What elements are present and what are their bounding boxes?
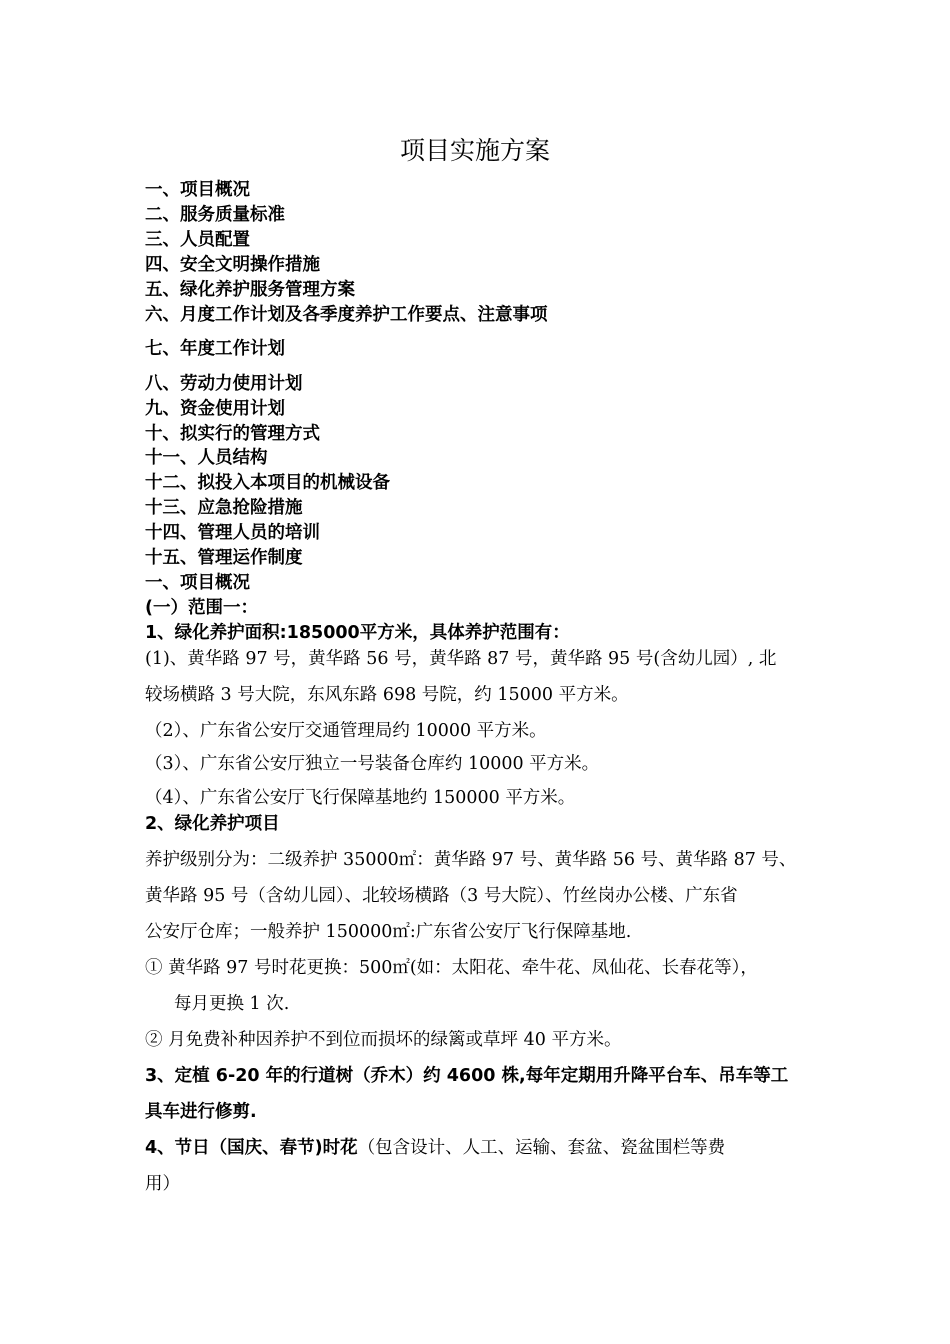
item-heading-rest: （包含设计、人工、运输、套盆、瓷盆围栏等费 xyxy=(357,1138,726,1158)
paragraph-line: 公安厅仓库；一般养护 150000㎡:广东省公安厅飞行保障基地. xyxy=(145,922,632,942)
item-heading: 具车进行修剪. xyxy=(145,1102,257,1122)
toc-item: 三、人员配置 xyxy=(145,230,250,250)
paragraph-line: （2）、广东省公安厅交通管理局约 10000 平方米。 xyxy=(145,721,547,741)
toc-item: 五、绿化养护服务管理方案 xyxy=(145,280,355,300)
paragraph-line: 黄华路 95 号（含幼儿园）、北较场横路（3 号大院）、竹丝岗办公楼、广东省 xyxy=(145,886,738,906)
toc-item: 十五、管理运作制度 xyxy=(145,548,303,568)
item-heading: 3、定植 6-20 年的行道树（乔木）约 4600 株,每年定期用升降平台车、吊车等工 xyxy=(145,1066,789,1086)
paragraph-line: 养护级别分为：二级养护 35000㎡：黄华路 97 号、黄华路 56 号、黄华路 87 号、 xyxy=(145,850,797,870)
toc-item: 九、资金使用计划 xyxy=(145,399,285,419)
toc-item: 八、劳动力使用计划 xyxy=(145,374,303,394)
toc-item: 十一、人员结构 xyxy=(145,448,268,468)
item-heading: 2、绿化养护项目 xyxy=(145,814,280,834)
toc-item: 十四、管理人员的培训 xyxy=(145,523,320,543)
toc-item: 六、月度工作计划及各季度养护工作要点、注意事项 xyxy=(145,305,548,325)
item-heading: 1、绿化养护面积:185000平方米，具体养护范围有： xyxy=(145,623,570,643)
toc-item: 七、年度工作计划 xyxy=(145,339,285,359)
paragraph-line: （4）、广东省公安厅飞行保障基地约 150000 平方米。 xyxy=(145,788,576,808)
paragraph-line: 较场横路 3 号大院，东风东路 698 号院，约 15000 平方米。 xyxy=(145,685,629,705)
document-title: 项目实施方案 xyxy=(399,136,550,165)
paragraph-line: (1)、黄华路 97 号，黄华路 56 号，黄华路 87 号，黄华路 95 号(含幼儿园）, 北 xyxy=(145,649,777,669)
sub-heading: (一）范围一： xyxy=(145,598,258,618)
toc-item: 四、安全文明操作措施 xyxy=(145,255,320,275)
item-heading-bold: 4、节日（国庆、春节)时花 xyxy=(145,1138,358,1158)
item-heading xyxy=(145,1134,725,1159)
toc-item: 十二、拟投入本项目的机械设备 xyxy=(145,473,390,493)
paragraph-line: 用） xyxy=(145,1174,180,1194)
list-item: ① 黄华路 97 号时花更换：500㎡(如：太阳花、牵牛花、凤仙花、长春花等）， xyxy=(145,958,758,978)
list-item: ② 月免费补种因养护不到位而损坏的绿篱或草坪 40 平方米。 xyxy=(145,1030,622,1050)
paragraph-line: （3）、广东省公安厅独立一号装备仓库约 10000 平方米。 xyxy=(145,754,600,774)
section-heading: 一、项目概况 xyxy=(145,573,250,593)
toc-item: 十、拟实行的管理方式 xyxy=(145,424,320,444)
toc-item: 二、服务质量标准 xyxy=(145,205,285,225)
list-item-continuation: 每月更换 1 次. xyxy=(174,994,290,1014)
toc-item: 十三、应急抢险措施 xyxy=(145,498,303,518)
toc-item: 一、项目概况 xyxy=(145,180,250,200)
